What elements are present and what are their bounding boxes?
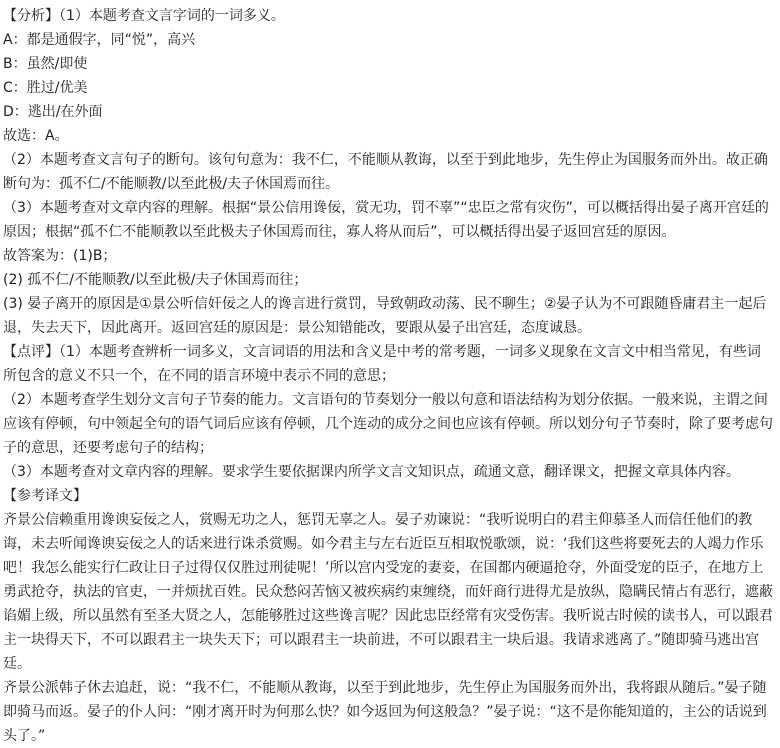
option-d: D：逃出/在外面 — [3, 104, 103, 120]
answer-2: (2) 孤不仁/不能顺教/以至此极/夫子休国焉而往； — [3, 272, 308, 288]
translation-paragraph-2: 齐景公派韩子休去追赶，说：“我不仁，不能顺从教诲，以至于到此地步，先生停止为国服务而外出，我将跟从随后。”晏子随即骑马而返。晏子的仆人问：“刚才离开时为何那么快？如今返回为何这般急？”晏子说：“这不是你能知道的，主公的话说到头了。” — [3, 680, 767, 744]
answer-1: 故答案为：(1)B； — [3, 248, 117, 264]
analysis-part-3: （3）本题考查对文章内容的理解。根据“景公信用谗佞，赏无功，罚不辜”“忠臣之常有灾伤”，可以概括得出晏子离开宫廷的原因；根据“孤不仁不能顺教以至此极夫子休国焉而往，寡人将从而后”，可以概括得出晏子返回宫廷的原因。 — [3, 200, 769, 240]
answer-3: (3) 晏子离开的原因是①景公听信奸佞之人的谗言进行赏罚，导致朝政动荡、民不聊生；②晏子认为不可跟随昏庸君主一起后退，失去天下，因此离开。返回宫廷的原因是：景公知错能改，要跟从晏子出宫廷，态度诚恳。 — [3, 296, 767, 336]
analysis-part-2: （2）本题考查文言句子的断句。该句句意为：我不仁，不能顺从教诲，以至于到此地步，先生停止为国服务而外出。故正确断句为：孤不仁/不能顺教/以至此极/夫子休国焉而往。 — [3, 152, 768, 192]
comment-part-3: （3）本题考查对文章内容的理解。要求学生要依据课内所学文言文知识点，疏通文意，翻译课文，把握文章具体内容。 — [3, 464, 740, 480]
analysis-heading: 【分析】（1）本题考查文言字词的一词多义。 — [3, 8, 285, 24]
translation-paragraph-1: 齐景公信赖重用谗谀妄佞之人，赏赐无功之人，惩罚无辜之人。晏子劝谏说：“我听说明白的君主仰慕圣人而信任他们的教诲，未去听闻谗谀妄佞之人的话来进行诛杀赏赐。如今君主与左右近臣互相取悦歌颂，说：‘我们这些将要死去的人竭力作乐吧！我怎么能实行仁政让日子过得仅仅胜过刑徒呢！’所以宫内受宠的妻妾，在国都内硬逼抢夺，外面受宠的臣子，在地方上勇武抢夺，执法的官吏，一并烦扰百姓。民众愁闷苦恼又被疾病约束缠绕，而奸商行进得尤是放纵，隐瞒民情占有恶行，遮蔽谄媚上级，所以虽然有至圣大贤之人，怎能够胜过这些谗言呢？因此忠臣经常有灾受伤害。我听说古时候的读书人，可以跟君主一块得天下，不可以跟君主一块失天下；可以跟君主一块前进，不可以跟君主一块后退。我请求逃离了。”随即骑马逃出宫廷。 — [3, 512, 773, 672]
option-b: B：虽然/即使 — [3, 56, 88, 72]
comment-part-1: 【点评】（1）本题考查辨析一词多义，文言词语的用法和含义是中考的常考题，一词多义现象在文言文中相当常见，有些词所包含的意义不只一个，在不同的语言环境中表示不同的意思； — [3, 344, 761, 384]
comment-part-2: （2）本题考查学生划分文言句子节奏的能力。文言语句的节奏划分一般以句意和语法结构为划分依据。一般来说，主谓之间应该有停顿，句中领起全句的语气词后应该有停顿，几个连动的成分之间也应该有停顿。所以划分句子节奏时，除了要考虑句子的意思，还要考虑句子的结构； — [3, 392, 773, 456]
option-a: A：都是通假字，同“悦”，高兴 — [3, 32, 196, 48]
translation-heading: 【参考译文】 — [3, 488, 87, 504]
choice-answer: 故选：A。 — [3, 128, 69, 144]
option-c: C：胜过/优美 — [3, 80, 88, 96]
